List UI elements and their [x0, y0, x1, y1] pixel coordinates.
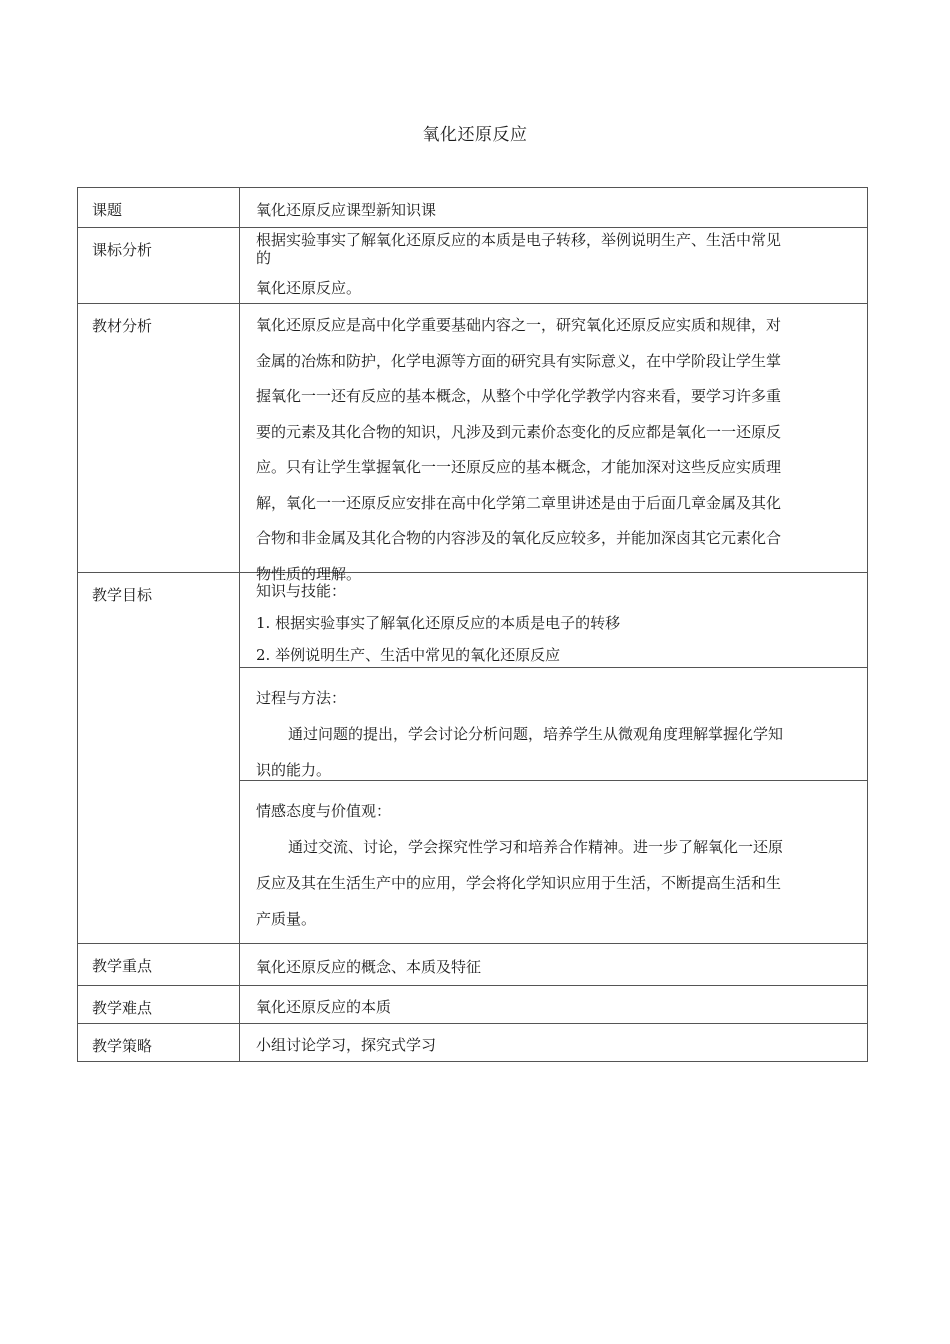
- cell-key-points: [240, 944, 868, 986]
- textbook-line: 金属的冶炼和防护，化学电源等方面的研究具有实际意义，在中学阶段让学生掌: [256, 351, 782, 370]
- label-key-points: 教学重点: [78, 944, 240, 986]
- label-difficulties: 教学难点: [78, 986, 240, 1024]
- document-title: 氧化还原反应: [422, 125, 528, 145]
- row-textbook-analysis: [78, 304, 868, 573]
- row-teaching-objectives: [78, 573, 868, 944]
- process-line: 通过问题的提出，学会讨论分析问题，培养学生从微观角度理解掌握化学知: [288, 725, 784, 743]
- attitude-line: 产质量。: [256, 910, 317, 928]
- textbook-line: 要的元素及其化合物的知识，凡涉及到元素价态变化的反应都是氧化一一还原反: [256, 422, 782, 441]
- textbook-line: 解，氧化一一还原反应安排在高中化学第二章里讲述是由于后面几章金属及其化: [256, 493, 782, 512]
- objective-attitude: [240, 780, 867, 943]
- process-heading: 过程与方法：: [256, 689, 347, 707]
- cell-textbook-analysis: [240, 304, 868, 583]
- row-strategy: [78, 1024, 868, 1062]
- knowledge-item: 1. 根据实验事实了解氧化还原反应的本质是电子的转移: [256, 614, 621, 632]
- objective-knowledge: [240, 573, 867, 667]
- textbook-line: 物性质的理解。: [256, 564, 362, 583]
- textbook-line: 氧化还原反应是高中化学重要基础内容之一，研究氧化还原反应实质和规律，对: [256, 316, 782, 334]
- cell-teaching-objectives: [240, 573, 868, 944]
- row-difficulties: [78, 986, 868, 1024]
- textbook-line: 握氧化一一还有反应的基本概念，从整个中学化学教学内容来看，要学习许多重: [256, 387, 782, 405]
- difficulties-value: 氧化还原反应的本质: [256, 998, 392, 1016]
- row-key-points: [78, 944, 868, 986]
- knowledge-item: 2. 举例说明生产、生活中常见的氧化还原反应: [256, 646, 561, 664]
- textbook-line: 合物和非金属及其化合物的内容涉及的氧化反应较多，并能加深卤其它元素化合: [256, 529, 782, 547]
- label-strategy: 教学策略: [78, 1024, 240, 1062]
- process-line: 识的能力。: [256, 761, 332, 779]
- label-teaching-objectives: 教学目标: [78, 573, 240, 944]
- topic-value: 氧化还原反应课型新知识课: [256, 201, 437, 219]
- row-topic: [78, 188, 868, 228]
- cell-strategy: [240, 1024, 868, 1062]
- knowledge-heading: 知识与技能：: [256, 582, 347, 600]
- curriculum-line: 氧化还原反应。: [256, 279, 362, 297]
- label-textbook-analysis: 教材分析: [78, 304, 240, 573]
- curriculum-line: 根据实验事实了解氧化还原反应的本质是电子转移，举例说明生产、生活中常见: [256, 231, 782, 249]
- textbook-line: 应。只有让学生掌握氧化一一还原反应的基本概念，才能加深对这些反应实质理: [256, 458, 782, 476]
- label-curriculum-analysis: 课标分析: [78, 228, 240, 304]
- row-curriculum-analysis: [78, 228, 868, 304]
- key-points-value: 氧化还原反应的概念、本质及特征: [256, 958, 482, 976]
- attitude-heading: 情感态度与价值观：: [256, 802, 392, 820]
- cell-topic: [240, 188, 868, 228]
- cell-curriculum-analysis: [240, 228, 868, 304]
- label-topic: 课题: [78, 188, 240, 228]
- curriculum-line: 的: [256, 249, 272, 267]
- strategy-value: 小组讨论学习，探究式学习: [256, 1036, 437, 1054]
- objective-process: [240, 667, 867, 780]
- attitude-line: 通过交流、讨论，学会探究性学习和培养合作精神。进一步了解氧化一还原: [288, 838, 784, 856]
- lesson-plan-table: [77, 187, 868, 1062]
- cell-difficulties: [240, 986, 868, 1024]
- attitude-line: 反应及其在生活生产中的应用，学会将化学知识应用于生活，不断提高生活和生: [256, 874, 782, 892]
